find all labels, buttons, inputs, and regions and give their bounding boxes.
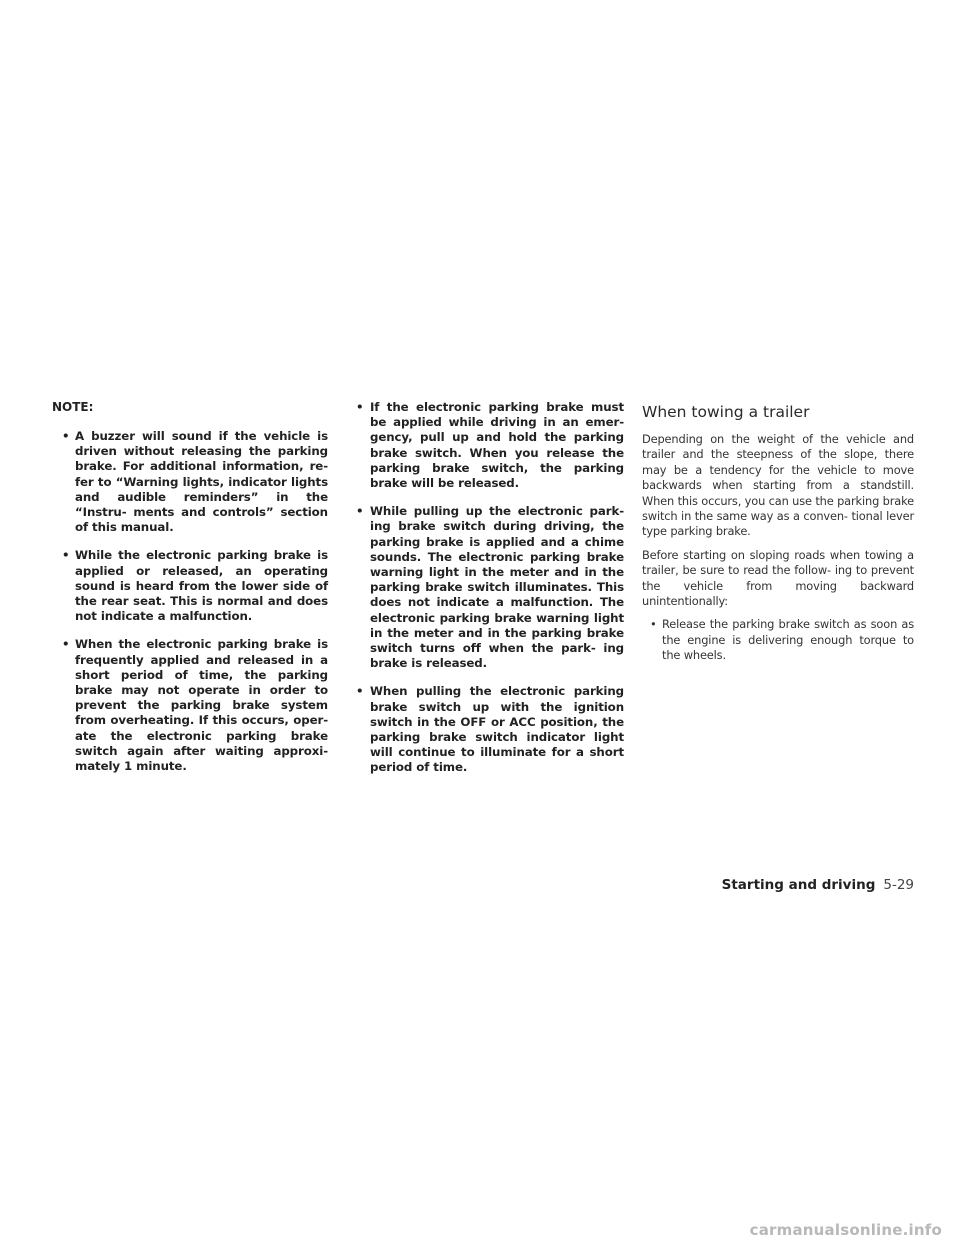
note-bullet-list (52, 429, 328, 774)
towing-bullet-list (642, 617, 914, 663)
watermark: carmanualsonline.info (749, 1221, 942, 1239)
paragraph: Depending on the weight of the vehicle and trailer and the steepness of the slope, there may be a tendency for the vehicle to move backwards when starting from a standstill. When this occurs, you can use the parking brake switch in the same way as a conven- tional lever type parking brake. (642, 432, 914, 539)
list-item-text: While the electronic parking brake is applied or released, an operating sound is heard from the lower side of the rear seat. This is normal and does not indicate a malfunction. (75, 548, 328, 624)
note-title: NOTE: (52, 400, 94, 414)
note-bullet-list-continued (356, 400, 624, 776)
paragraph: Before starting on sloping roads when towing a trailer, be sure to read the follow- ing to prevent the vehicle from moving backward unintentionally: (642, 547, 914, 609)
bullet-icon: • (356, 400, 364, 414)
page-footer (722, 877, 914, 893)
list-item (52, 548, 328, 624)
middle-column (356, 400, 624, 789)
list-item-text: When pulling the electronic parking brake switch up with the ignition switch in the OFF or ACC position, the parking brake switch indicator light will continue to illuminate for a short period of time. (370, 684, 624, 775)
list-item (642, 617, 914, 663)
section-heading: When towing a trailer (642, 403, 810, 421)
bullet-icon: • (650, 617, 657, 632)
left-column (52, 400, 328, 787)
list-item (52, 429, 328, 535)
list-item-text: If the electronic parking brake must be applied while driving in an emer- gency, pull up and hold the parking brake switch. When you release the parking brake switch, the parking brake will be released. (370, 400, 624, 491)
page-number: 5-29 (883, 877, 914, 893)
list-item (356, 400, 624, 491)
bullet-icon: • (62, 548, 70, 563)
bullet-icon: • (356, 504, 364, 519)
list-item-text: When the electronic parking brake is frequently applied and released in a short period of time, the parking brake may not operate in order to prevent the parking brake system from overheating. If this occurs, oper- ate the electronic parking brake switch again after waiting approxi- mately 1 minute. (75, 637, 328, 774)
list-item-text: A buzzer will sound if the vehicle is driven without releasing the parking brake. For additional information, re- fer to “Warning lights, indicator lights and audible reminders” in the “Instru- ments and controls” section of this manual. (75, 429, 328, 535)
footer-section-name: Starting and driving (721, 877, 876, 893)
list-item (356, 684, 624, 775)
bullet-icon: • (62, 429, 70, 443)
right-column (642, 400, 914, 664)
list-item-text: Release the parking brake switch as soon as the engine is delivering enough torque to the wheels. (662, 617, 914, 663)
list-item (356, 504, 624, 671)
list-item-text: While pulling up the electronic park- ing brake switch during driving, the parking brake is applied and a chime sounds. The electronic parking brake warning light in the meter and in the parking brake switch illuminates. This does not indicate a malfunction. The electronic parking brake warning light in the meter and in the parking brake switch turns off when the park- ing brake is released. (370, 504, 624, 671)
bullet-icon: • (356, 684, 364, 699)
bullet-icon: • (62, 637, 70, 652)
list-item (52, 637, 328, 774)
